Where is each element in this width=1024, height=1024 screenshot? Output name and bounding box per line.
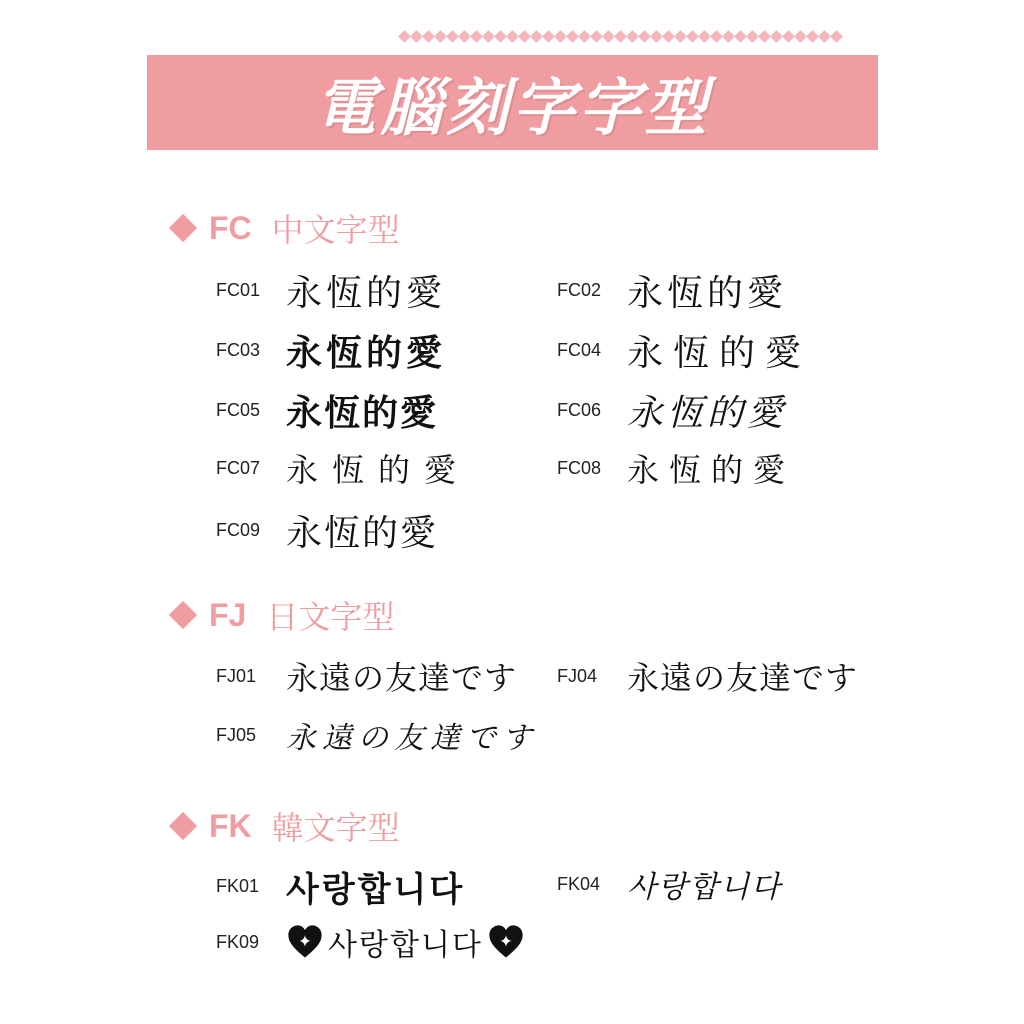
diamond-dot-icon bbox=[470, 30, 483, 43]
section-header-fk bbox=[167, 803, 400, 849]
section-name: 韓文字型 bbox=[271, 809, 400, 847]
font-sample-fk01 bbox=[216, 862, 465, 911]
diamond-dot-icon bbox=[590, 30, 603, 43]
font-code: FC02 bbox=[557, 280, 602, 300]
font-code: FJ04 bbox=[557, 665, 598, 686]
decorative-dots bbox=[400, 30, 870, 44]
font-sample-text: 사랑합니다 bbox=[328, 928, 483, 963]
font-sample-fc06 bbox=[557, 385, 787, 436]
section-code: FJ bbox=[209, 596, 247, 633]
font-sample-fk04 bbox=[557, 862, 782, 906]
diamond-dot-icon bbox=[806, 30, 819, 43]
section-header-fc bbox=[167, 205, 400, 251]
diamond-dot-icon bbox=[566, 30, 579, 43]
diamond-dot-icon bbox=[554, 30, 567, 43]
diamond-dot-icon bbox=[746, 30, 759, 43]
heart-icon bbox=[487, 923, 525, 961]
font-code: FJ01 bbox=[216, 665, 257, 686]
font-code: FJ05 bbox=[216, 724, 257, 745]
font-sample-text: 永恆的愛 bbox=[286, 451, 471, 489]
font-sample-text: 永恆的愛 bbox=[286, 332, 447, 374]
font-sample-fc09 bbox=[216, 505, 438, 556]
font-code: FC06 bbox=[557, 400, 602, 420]
font-sample-text: 永恆的愛 bbox=[286, 273, 447, 314]
diamond-dot-icon bbox=[494, 30, 507, 43]
font-sample-text: 永恆的愛 bbox=[627, 273, 788, 314]
diamond-dot-icon bbox=[674, 30, 687, 43]
section-name: 日文字型 bbox=[266, 598, 395, 636]
font-sample-fc07 bbox=[216, 445, 470, 491]
diamond-dot-icon bbox=[458, 30, 471, 43]
font-sample-fj05 bbox=[216, 713, 538, 757]
diamond-dot-icon bbox=[398, 30, 411, 43]
section-name: 中文字型 bbox=[271, 211, 400, 249]
section-header-fj bbox=[167, 592, 394, 638]
font-sample-text: 永恆的愛 bbox=[627, 333, 812, 374]
font-sample-text: 永恆的愛 bbox=[286, 393, 439, 434]
diamond-bullet-icon bbox=[169, 812, 197, 840]
font-sample-text: 사랑합니다 bbox=[627, 870, 782, 905]
diamond-dot-icon bbox=[710, 30, 723, 43]
font-sample-fk09 bbox=[216, 920, 525, 964]
diamond-bullet-icon bbox=[169, 601, 197, 629]
svg-text:✦: ✦ bbox=[298, 931, 312, 951]
font-sample-text: 永恆的愛 bbox=[627, 393, 788, 434]
heart-icon bbox=[286, 923, 324, 961]
diamond-bullet-icon bbox=[169, 214, 197, 242]
font-code: FC05 bbox=[216, 400, 261, 420]
font-sample-fc03 bbox=[216, 325, 446, 376]
font-code: FC07 bbox=[216, 457, 261, 478]
font-sample-fc04 bbox=[557, 325, 811, 376]
font-code: FC01 bbox=[216, 280, 261, 300]
diamond-dot-icon bbox=[662, 30, 675, 43]
diamond-dot-icon bbox=[626, 30, 639, 43]
diamond-dot-icon bbox=[422, 30, 435, 43]
diamond-dot-icon bbox=[506, 30, 519, 43]
diamond-dot-icon bbox=[830, 30, 843, 43]
font-code: FC04 bbox=[557, 340, 602, 360]
font-code: FC08 bbox=[557, 457, 602, 478]
diamond-dot-icon bbox=[782, 30, 795, 43]
diamond-dot-icon bbox=[638, 30, 651, 43]
font-sample-hearts bbox=[286, 920, 525, 964]
diamond-dot-icon bbox=[542, 30, 555, 43]
diamond-dot-icon bbox=[446, 30, 459, 43]
diamond-dot-icon bbox=[578, 30, 591, 43]
font-sample-fc08 bbox=[557, 445, 795, 491]
diamond-dot-icon bbox=[482, 30, 495, 43]
diamond-dot-icon bbox=[434, 30, 447, 43]
section-code: FK bbox=[209, 807, 252, 844]
font-sample-text: 사랑합니다 bbox=[286, 870, 466, 910]
diamond-dot-icon bbox=[650, 30, 663, 43]
font-sample-fj01 bbox=[216, 653, 517, 699]
page-title: 電腦刻字字型 bbox=[314, 71, 711, 144]
font-code: FC03 bbox=[216, 340, 261, 360]
font-code: FK01 bbox=[216, 876, 260, 896]
svg-text:✦: ✦ bbox=[498, 931, 513, 951]
diamond-dot-icon bbox=[758, 30, 771, 43]
diamond-dot-icon bbox=[530, 30, 543, 43]
font-sample-fj04 bbox=[557, 653, 858, 699]
font-code: FC09 bbox=[216, 520, 261, 540]
title-banner bbox=[147, 55, 878, 150]
diamond-dot-icon bbox=[734, 30, 747, 43]
font-sample-text: 永恆的愛 bbox=[627, 451, 796, 489]
font-sample-text: 永遠の友達です bbox=[286, 659, 518, 697]
font-sample-text: 永遠の友達です bbox=[627, 659, 859, 697]
font-sample-fc05 bbox=[216, 385, 438, 436]
font-sample-text: 永遠の友達です bbox=[286, 721, 538, 756]
diamond-dot-icon bbox=[698, 30, 711, 43]
diamond-dot-icon bbox=[410, 30, 423, 43]
diamond-dot-icon bbox=[722, 30, 735, 43]
font-sample-fc01 bbox=[216, 265, 446, 316]
font-sample-text: 永恆的愛 bbox=[286, 513, 439, 554]
diamond-dot-icon bbox=[686, 30, 699, 43]
diamond-dot-icon bbox=[770, 30, 783, 43]
diamond-dot-icon bbox=[518, 30, 531, 43]
diamond-dot-icon bbox=[614, 30, 627, 43]
section-code: FC bbox=[209, 209, 252, 246]
font-sample-fc02 bbox=[557, 265, 787, 316]
diamond-dot-icon bbox=[794, 30, 807, 43]
font-code: FK09 bbox=[216, 931, 260, 952]
diamond-dot-icon bbox=[602, 30, 615, 43]
diamond-dot-icon bbox=[818, 30, 831, 43]
font-code: FK04 bbox=[557, 873, 601, 894]
